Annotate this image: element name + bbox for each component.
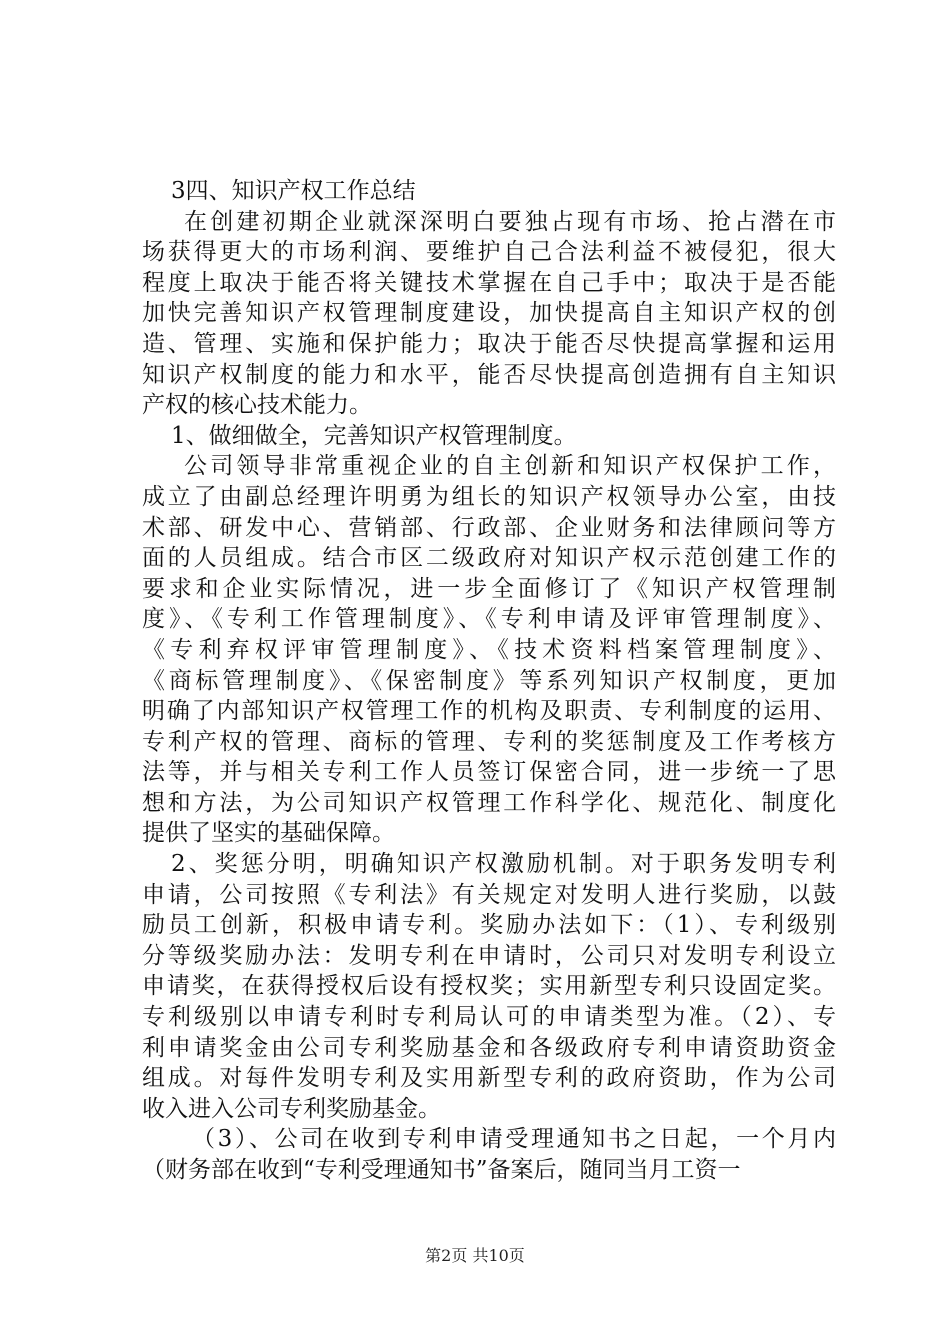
text-line: 励员工创新，积极申请专利。奖励办法如下：（1）、专利级别 [142,912,836,939]
text-line: 术部、研发中心、营销部、行政部、企业财务和法律顾问等方 [142,514,836,541]
text-line: 申请奖，在获得授权后设有授权奖；实用新型专利只设固定奖。 [142,973,836,1000]
text-line: 申请，公司按照《专利法》有关规定对发明人进行奖励，以鼓 [142,881,836,908]
text-line: 分等级奖励办法：发明专利在申请时，公司只对发明专利设立 [142,942,836,969]
document-body [142,176,836,1186]
text-line: 在创建初期企业就深深明白要独占现有市场、抢占潜在市 [184,208,836,235]
text-line: 造、管理、实施和保护能力；取决于能否尽快提高掌握和运用 [142,330,836,357]
item-2-paragraph [142,849,836,1124]
text-line: 程度上取决于能否将关键技术掌握在自己手中；取决于是否能 [142,269,836,296]
text-line: 组成。对每件发明专利及实用新型专利的政府资助，作为公司 [142,1065,836,1092]
text-line: 产权的核心技术能力。 [142,392,372,419]
item-1-heading [142,421,836,452]
text-line: 《专利弃权评审管理制度》、《技术资料档案管理制度》、 [142,636,836,663]
text-line: 公司领导非常重视企业的自主创新和知识产权保护工作， [184,453,836,480]
text-line: 想和方法，为公司知识产权管理工作科学化、规范化、制度化 [142,789,836,816]
text-line: 成立了由副总经理许明勇为组长的知识产权领导办公室，由技 [142,483,836,510]
text-line: 1、做细做全，完善知识产权管理制度。 [171,422,577,449]
text-line: 收入进入公司专利奖励基金。 [142,1095,441,1122]
page-footer: 第2页 共10页 [425,1246,525,1265]
text-line: 2、奖惩分明，明确知识产权激励机制。对于职务发明专利 [171,851,836,878]
text-line: （财务部在收到“专利受理通知书”备案后，随同当月工资一 [142,1157,741,1183]
text-line: （3）、公司在收到专利申请受理通知书之日起，一个月内 [192,1126,836,1153]
text-line: 加快完善知识产权管理制度建设，加快提高自主知识产权的创 [142,300,836,327]
text-line: 面的人员组成。结合市区二级政府对知识产权示范创建工作的 [142,545,836,572]
text-line: 专利级别以申请专利时专利局认可的申请类型为准。（2）、专 [142,1004,836,1031]
text-line: 明确了内部知识产权管理工作的机构及职责、专利制度的运用、 [142,698,836,725]
text-line: 提供了坚实的基础保障。 [142,820,395,847]
text-line: 知识产权制度的能力和水平，能否尽快提高创造拥有自主知识 [142,361,836,388]
section-heading [142,176,836,207]
text-line: 场获得更大的市场利润、要维护自己合法利益不被侵犯，很大 [142,239,836,266]
text-line: 度》、《专利工作管理制度》、《专利申请及评审管理制度》、 [142,606,836,633]
intro-paragraph [142,207,836,421]
text-line: 3四、知识产权工作总结 [171,178,416,204]
text-line: 专利产权的管理、商标的管理、专利的奖惩制度及工作考核方 [142,728,836,755]
item-3-paragraph [142,1124,836,1185]
text-line: 《商标管理制度》、《保密制度》等系列知识产权制度，更加 [142,667,836,694]
text-line: 利申请奖金由公司专利奖励基金和各级政府专利申请资助资金 [142,1034,836,1061]
text-line: 法等，并与相关专利工作人员签订保密合同，进一步统一了思 [142,759,836,786]
text-line: 要求和企业实际情况，进一步全面修订了《知识产权管理制 [142,575,836,602]
item-1-paragraph [142,451,836,849]
